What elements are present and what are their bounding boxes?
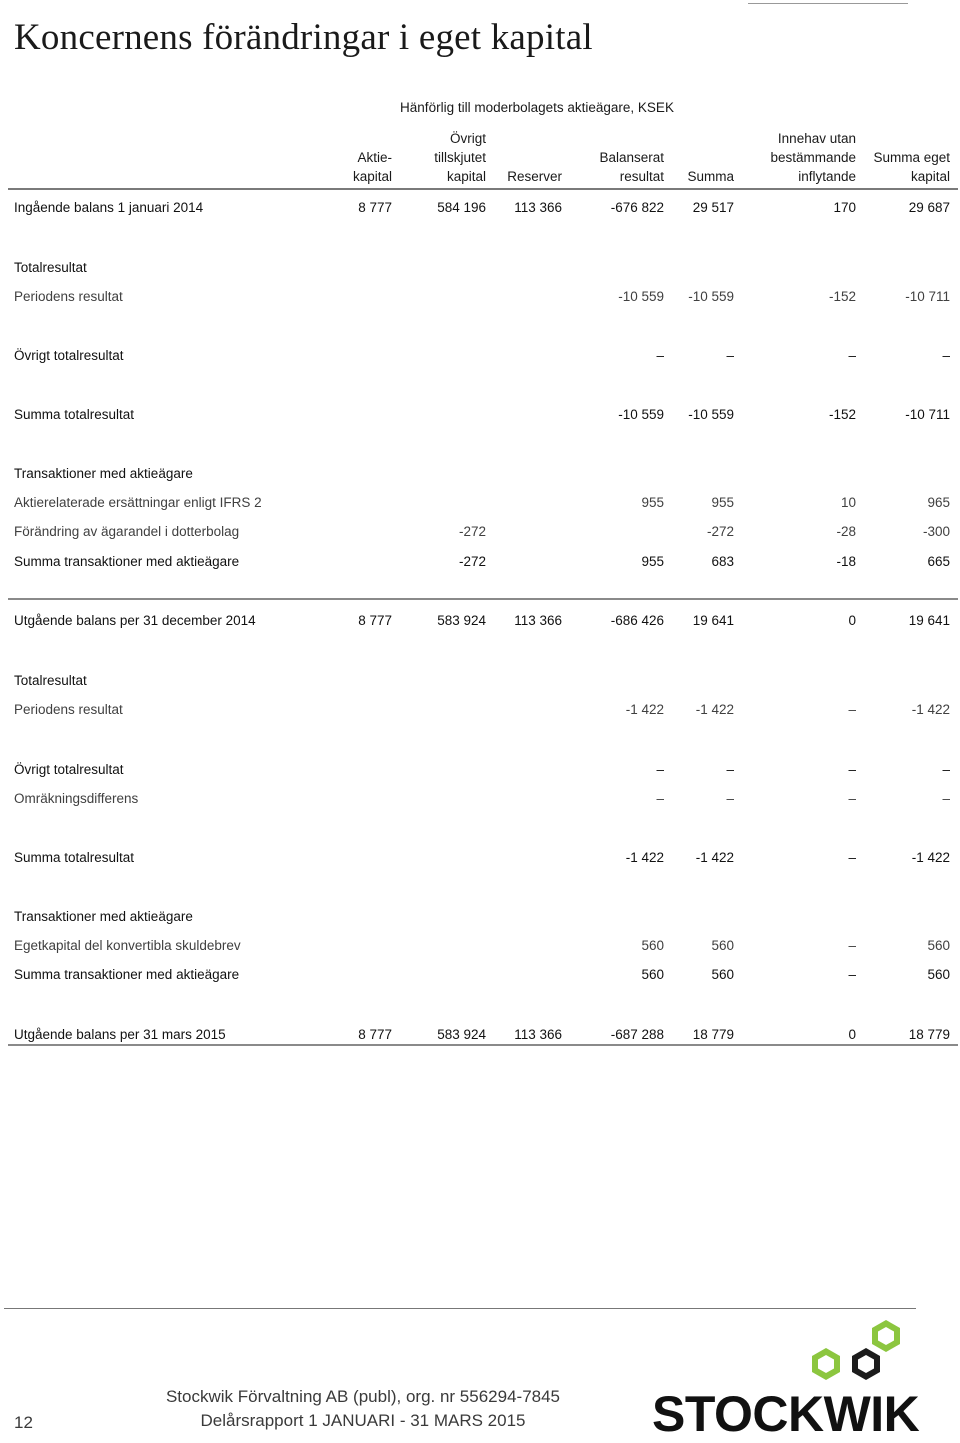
cell-reserves <box>482 403 562 427</box>
row-label: Ingående balans 1 januari 2014 <box>14 200 204 215</box>
row-label: Aktierelaterade ersättningar enligt IFRS 2 <box>14 495 262 510</box>
table-row <box>0 550 960 574</box>
row-label: Transaktioner med aktieägare <box>14 466 193 481</box>
cell-subtotal: 29 517 <box>692 200 734 215</box>
cell-retained-earnings: -10 559 <box>618 407 664 422</box>
cell-total-equity: 560 <box>927 938 950 953</box>
cell-total-equity: -300 <box>922 524 950 539</box>
cell-other-contributed-capital <box>376 344 486 368</box>
cell-subtotal: -10 559 <box>688 407 734 422</box>
column-header-reserves: Reserver <box>507 169 562 184</box>
cell-non-controlling-interest: – <box>848 702 856 717</box>
row-label: Övrigt totalresultat <box>14 762 124 777</box>
cell-other-contributed-capital <box>376 491 486 515</box>
cell-reserves <box>482 698 562 722</box>
cell-non-controlling-interest: 0 <box>848 1027 856 1042</box>
row-label: Omräkningsdifferens <box>14 791 139 806</box>
footer-report: Delårsrapport 1 JANUARI - 31 MARS 2015 <box>200 1411 526 1430</box>
row-label: Periodens resultat <box>14 289 123 304</box>
cell-retained-earnings: 560 <box>641 938 664 953</box>
row-label: Summa totalresultat <box>14 407 135 422</box>
cell-total-equity: 29 687 <box>908 200 950 215</box>
row-label: Totalresultat <box>14 260 87 275</box>
cell-reserves: 113 366 <box>514 1027 562 1042</box>
cell-retained-earnings: -676 822 <box>610 200 664 215</box>
cell-subtotal: 19 641 <box>692 613 734 628</box>
table-row <box>0 256 960 280</box>
cell-share-capital: 8 777 <box>358 200 392 215</box>
row-label: Periodens resultat <box>14 702 123 717</box>
cell-reserves <box>482 285 562 309</box>
cell-other-contributed-capital <box>376 698 486 722</box>
cell-retained-earnings <box>554 462 664 486</box>
cell-other-contributed-capital <box>376 846 486 870</box>
cell-non-controlling-interest: -28 <box>836 524 856 539</box>
table-row <box>0 491 960 515</box>
cell-total-equity <box>840 462 950 486</box>
page-title: Koncernens förändringar i eget kapital <box>14 17 593 58</box>
table-row <box>0 344 960 368</box>
cell-total-equity: 19 641 <box>908 613 950 628</box>
cell-reserves <box>482 963 562 987</box>
footer-company: Stockwik Förvaltning AB (publ), org. nr 556294-7845 <box>165 1387 561 1406</box>
cell-retained-earnings: 955 <box>641 495 664 510</box>
cell-other-contributed-capital: -272 <box>458 554 486 569</box>
cell-reserves <box>482 256 562 280</box>
column-header-other-contributed-capital: Övrigt tillskjutet kapital <box>434 131 486 184</box>
cell-non-controlling-interest: -18 <box>836 554 856 569</box>
cell-retained-earnings: 955 <box>641 554 664 569</box>
top-rule <box>748 3 908 4</box>
cell-other-contributed-capital <box>376 758 486 782</box>
row-label: Summa totalresultat <box>14 850 135 865</box>
cell-total-equity: -10 711 <box>905 289 950 304</box>
cell-reserves <box>482 787 562 811</box>
logo-text: STOCKWIK <box>652 1386 920 1442</box>
cell-subtotal: – <box>726 348 734 363</box>
cell-non-controlling-interest: 10 <box>840 495 856 510</box>
hexagon-right-icon <box>852 1348 880 1380</box>
column-header-non-controlling-interest: Innehav utan bestämmande inflytande <box>770 131 856 184</box>
cell-non-controlling-interest <box>716 256 856 280</box>
cell-other-contributed-capital: 583 924 <box>437 613 486 628</box>
cell-total-equity: – <box>942 791 950 806</box>
cell-subtotal: 683 <box>711 554 734 569</box>
balance-rule <box>8 598 958 600</box>
cell-subtotal: 955 <box>711 495 734 510</box>
cell-non-controlling-interest: 0 <box>848 613 856 628</box>
cell-other-contributed-capital <box>376 669 486 693</box>
cell-subtotal: 560 <box>711 967 734 982</box>
table-row <box>0 669 960 693</box>
column-header-retained-earnings: Balanserat resultat <box>599 150 664 184</box>
cell-non-controlling-interest: -152 <box>828 407 856 422</box>
cell-total-equity: 560 <box>927 967 950 982</box>
row-label: Förändring av ägarandel i dotterbolag <box>14 524 240 539</box>
cell-total-equity: – <box>942 348 950 363</box>
cell-non-controlling-interest: – <box>848 967 856 982</box>
cell-retained-earnings <box>554 520 664 544</box>
cell-other-contributed-capital <box>376 934 486 958</box>
cell-total-equity: -1 422 <box>911 850 950 865</box>
table-row <box>0 934 960 958</box>
cell-subtotal: -272 <box>706 524 734 539</box>
cell-subtotal: – <box>726 762 734 777</box>
row-label: Transaktioner med aktieägare <box>14 909 193 924</box>
cell-total-equity: 18 779 <box>908 1027 950 1042</box>
row-label: Summa transaktioner med aktieägare <box>14 967 240 982</box>
cell-subtotal: 560 <box>711 938 734 953</box>
cell-non-controlling-interest: – <box>848 938 856 953</box>
cell-reserves <box>482 550 562 574</box>
cell-reserves <box>482 344 562 368</box>
cell-retained-earnings: – <box>656 762 664 777</box>
cell-other-contributed-capital <box>376 256 486 280</box>
cell-other-contributed-capital: -272 <box>458 524 486 539</box>
cell-non-controlling-interest <box>716 669 856 693</box>
cell-subtotal: -1 422 <box>695 850 734 865</box>
cell-reserves <box>482 905 562 929</box>
table-row <box>0 462 960 486</box>
cell-retained-earnings: – <box>656 791 664 806</box>
table-row <box>0 698 960 722</box>
table-row <box>0 609 960 633</box>
page-number: 12 <box>14 1413 33 1432</box>
cell-total-equity: -1 422 <box>911 702 950 717</box>
hexagon-left-icon <box>812 1348 840 1380</box>
cell-non-controlling-interest: 170 <box>833 200 856 215</box>
table-row <box>0 905 960 929</box>
row-label: Utgående balans per 31 mars 2015 <box>14 1027 226 1042</box>
cell-non-controlling-interest: -152 <box>828 289 856 304</box>
cell-non-controlling-interest: – <box>848 850 856 865</box>
column-header-total-equity: Summa eget kapital <box>873 150 950 184</box>
cell-reserves <box>482 934 562 958</box>
cell-reserves: 113 366 <box>514 200 562 215</box>
header-rule <box>8 188 958 190</box>
cell-retained-earnings: -1 422 <box>625 702 664 717</box>
cell-other-contributed-capital: 583 924 <box>437 1027 486 1042</box>
cell-subtotal: -10 559 <box>688 289 734 304</box>
cell-reserves <box>482 669 562 693</box>
stockwik-logo-icon <box>804 1318 904 1389</box>
cell-subtotal: 18 779 <box>692 1027 734 1042</box>
cell-non-controlling-interest: – <box>848 762 856 777</box>
cell-other-contributed-capital <box>376 963 486 987</box>
row-label: Utgående balans per 31 december 2014 <box>14 613 256 628</box>
cell-other-contributed-capital <box>376 285 486 309</box>
table-row <box>0 520 960 544</box>
cell-other-contributed-capital <box>376 905 486 929</box>
cell-retained-earnings: -687 288 <box>610 1027 664 1042</box>
row-label: Egetkapital del konvertibla skuldebrev <box>14 938 241 953</box>
cell-reserves <box>482 846 562 870</box>
cell-other-contributed-capital <box>376 787 486 811</box>
table-row <box>0 758 960 782</box>
cell-retained-earnings <box>554 669 664 693</box>
hexagon-top-icon <box>872 1320 900 1352</box>
footer-rule <box>4 1308 916 1309</box>
cell-total-equity: -10 711 <box>905 407 950 422</box>
row-label: Summa transaktioner med aktieägare <box>14 554 240 569</box>
cell-retained-earnings: -1 422 <box>625 850 664 865</box>
cell-total-equity: 665 <box>927 554 950 569</box>
cell-reserves <box>482 520 562 544</box>
cell-share-capital: 8 777 <box>358 613 392 628</box>
cell-retained-earnings: -10 559 <box>618 289 664 304</box>
table-row <box>0 285 960 309</box>
cell-reserves <box>482 491 562 515</box>
cell-subtotal: -1 422 <box>695 702 734 717</box>
cell-other-contributed-capital: 584 196 <box>437 200 486 215</box>
cell-other-contributed-capital <box>376 403 486 427</box>
cell-other-contributed-capital <box>376 462 486 486</box>
cell-retained-earnings: – <box>656 348 664 363</box>
table-row <box>0 196 960 220</box>
cell-retained-earnings: -686 426 <box>610 613 664 628</box>
cell-reserves <box>482 758 562 782</box>
cell-total-equity: – <box>942 762 950 777</box>
cell-retained-earnings: 560 <box>641 967 664 982</box>
cell-non-controlling-interest: – <box>848 348 856 363</box>
table-row <box>0 403 960 427</box>
cell-non-controlling-interest <box>716 462 856 486</box>
cell-total-equity <box>840 905 950 929</box>
cell-share-capital: 8 777 <box>358 1027 392 1042</box>
column-header-share-capital: Aktie- kapital <box>352 150 392 184</box>
cell-total-equity <box>840 256 950 280</box>
cell-non-controlling-interest: – <box>848 791 856 806</box>
cell-total-equity: 965 <box>927 495 950 510</box>
row-label: Övrigt totalresultat <box>14 348 124 363</box>
column-header-subtotal: Summa <box>687 169 734 184</box>
balance-rule <box>8 1044 958 1046</box>
group-header: Hänförlig till moderbolagets aktieägare, KSEK <box>400 100 674 115</box>
table-row <box>0 787 960 811</box>
cell-total-equity <box>840 669 950 693</box>
cell-reserves: 113 366 <box>514 613 562 628</box>
cell-retained-earnings <box>554 256 664 280</box>
cell-reserves <box>482 462 562 486</box>
row-label: Totalresultat <box>14 673 87 688</box>
table-row <box>0 963 960 987</box>
cell-retained-earnings <box>554 905 664 929</box>
cell-non-controlling-interest <box>716 905 856 929</box>
table-row <box>0 846 960 870</box>
cell-subtotal: – <box>726 791 734 806</box>
